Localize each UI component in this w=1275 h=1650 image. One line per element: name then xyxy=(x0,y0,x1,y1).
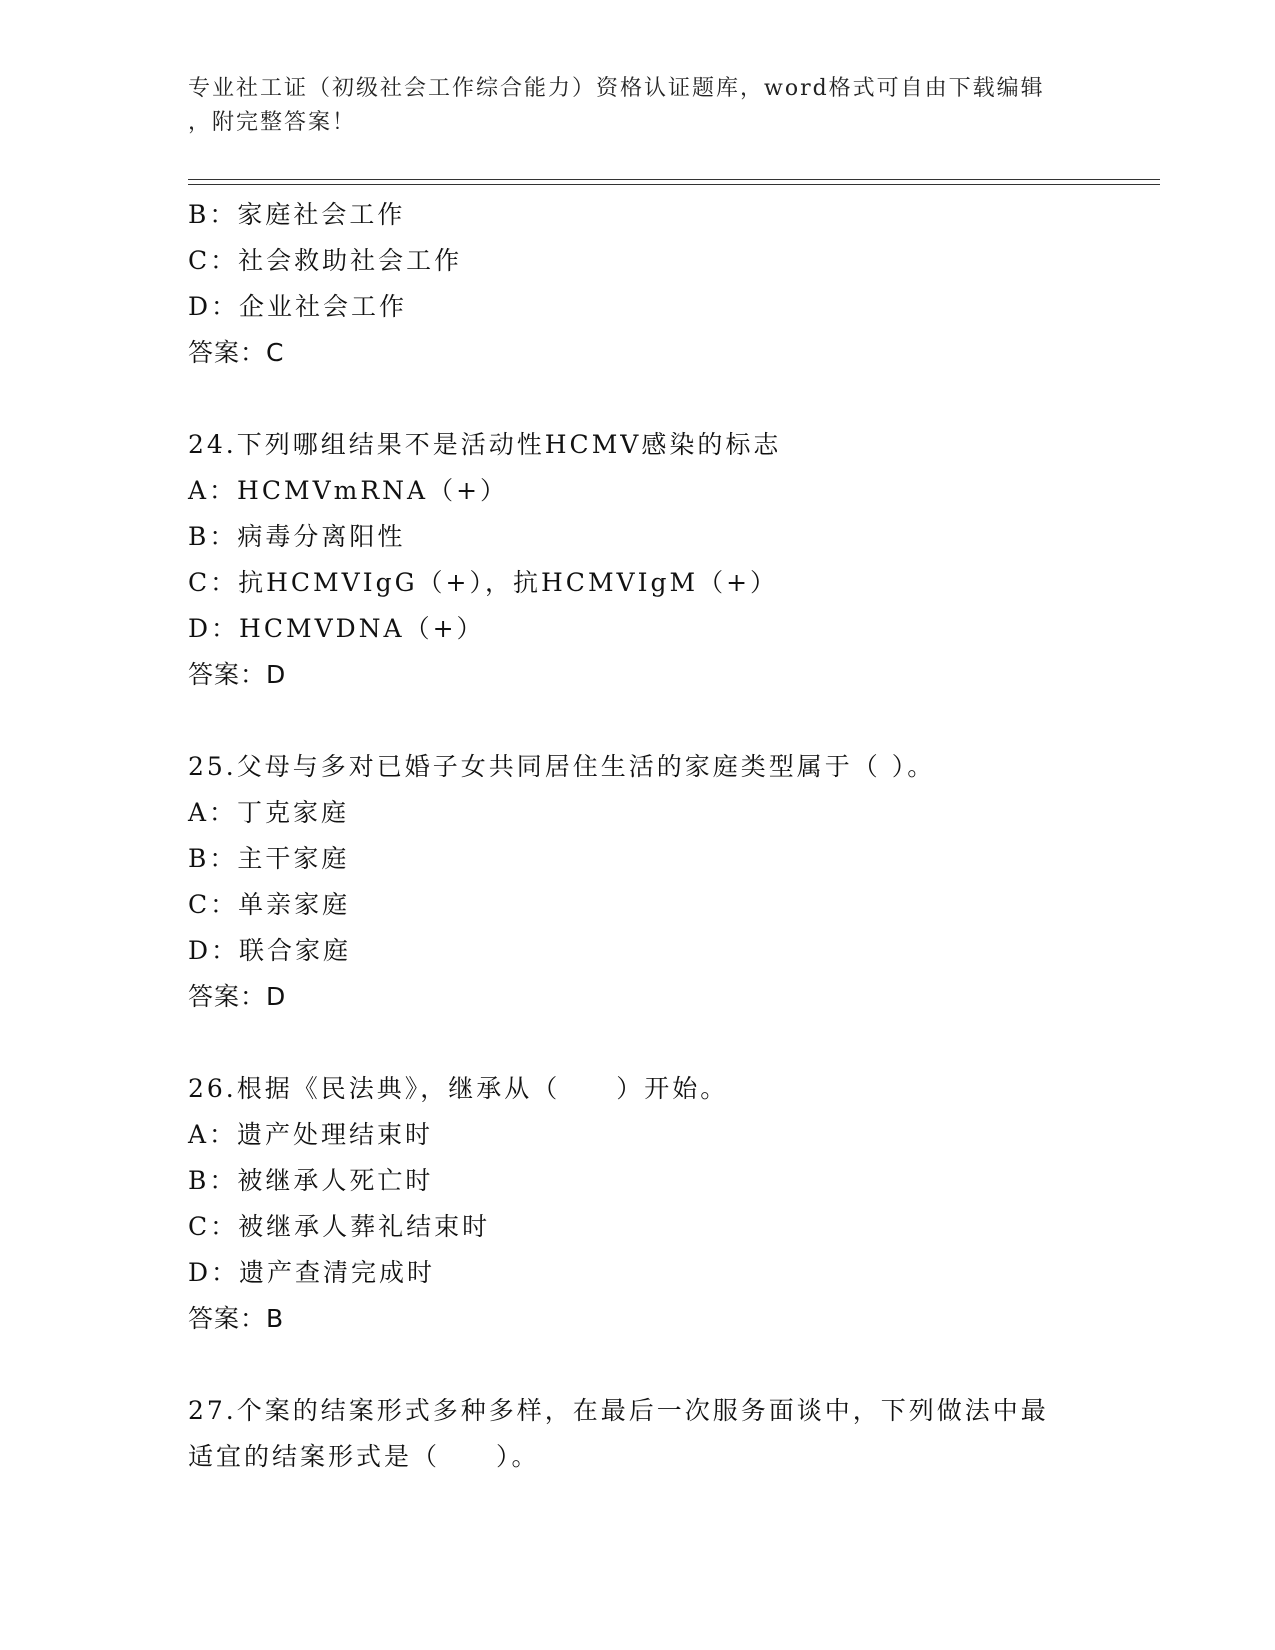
question-27 xyxy=(188,1388,1088,1480)
option-b: B：家庭社会工作 xyxy=(188,200,406,229)
option-c: C：被继承人葬礼结束时 xyxy=(188,1212,491,1241)
answer-line: 答案：D xyxy=(188,660,287,689)
spacer xyxy=(188,1342,1088,1388)
question-26 xyxy=(188,1066,1088,1342)
header-divider-bottom xyxy=(188,184,1160,185)
option-d: D：遗产查清完成时 xyxy=(188,1258,436,1287)
answer-line: 答案：D xyxy=(188,982,287,1011)
answer-line: 答案：B xyxy=(188,1304,285,1333)
option-d: D：HCMVDNA（+） xyxy=(188,614,485,643)
answer-line: 答案：C xyxy=(188,338,285,367)
question-title-line-2: 适宜的结案形式是（ ）。 xyxy=(188,1442,540,1471)
header-line-1: 专业社工证（初级社会工作综合能力）资格认证题库，word格式可自由下载编辑 xyxy=(188,76,1045,101)
header-divider-top xyxy=(188,179,1160,180)
spacer xyxy=(188,376,1088,422)
question-title-line-1: 27.个案的结案形式多种多样，在最后一次服务面谈中，下列做法中最 xyxy=(188,1396,1049,1425)
option-b: B：主干家庭 xyxy=(188,844,350,873)
spacer xyxy=(188,1020,1088,1066)
option-d: D：联合家庭 xyxy=(188,936,352,965)
question-list xyxy=(188,192,1088,1480)
option-c: C：抗HCMVIgG（+），抗HCMVIgM（+） xyxy=(188,568,779,597)
question-25 xyxy=(188,744,1088,1020)
question-title: 24.下列哪组结果不是活动性HCMV感染的标志 xyxy=(188,430,782,459)
document-header xyxy=(188,72,1068,140)
option-a: A：HCMVmRNA（+） xyxy=(188,476,509,505)
option-b: B：被继承人死亡时 xyxy=(188,1166,434,1195)
question-fragment-23 xyxy=(188,192,1088,376)
question-24 xyxy=(188,422,1088,698)
option-b: B：病毒分离阳性 xyxy=(188,522,406,551)
option-c: C：单亲家庭 xyxy=(188,890,351,919)
option-a: A：丁克家庭 xyxy=(188,798,350,827)
option-a: A：遗产处理结束时 xyxy=(188,1120,434,1149)
option-c: C：社会救助社会工作 xyxy=(188,246,463,275)
spacer xyxy=(188,698,1088,744)
header-line-2: ，附完整答案！ xyxy=(188,110,357,135)
option-d: D：企业社会工作 xyxy=(188,292,408,321)
question-title: 25.父母与多对已婚子女共同居住生活的家庭类型属于（ ）。 xyxy=(188,752,936,781)
question-title: 26.根据《民法典》，继承从（ ）开始。 xyxy=(188,1074,729,1103)
